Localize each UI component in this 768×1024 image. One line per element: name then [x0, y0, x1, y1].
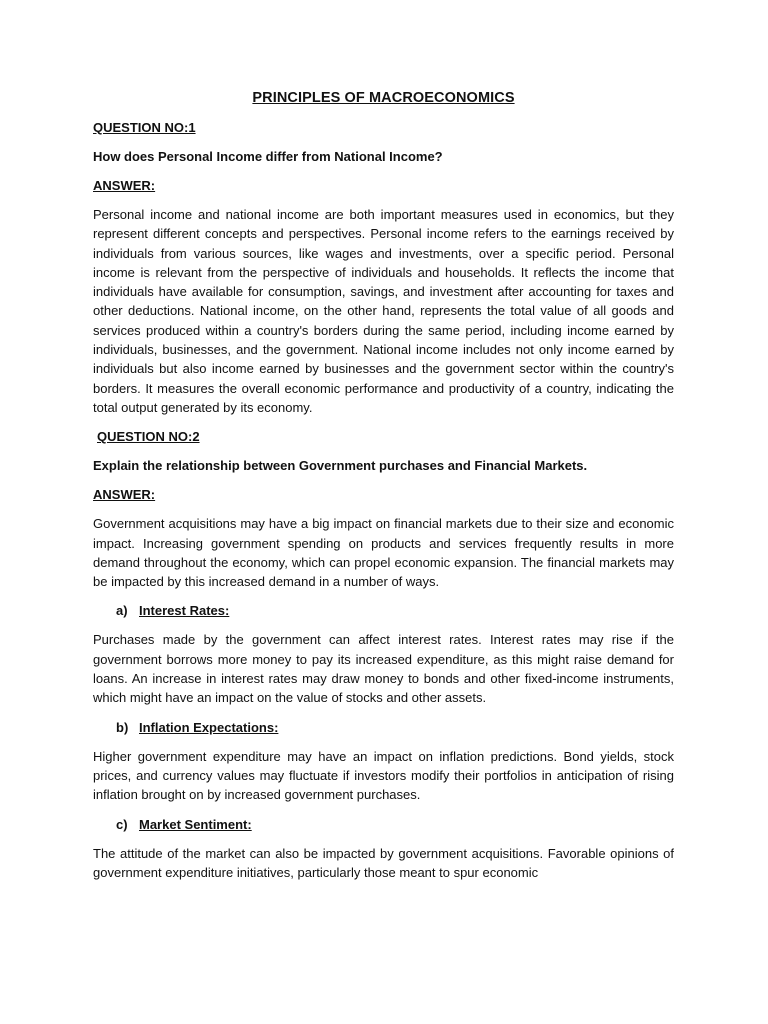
subpoint-b-heading: [93, 718, 674, 737]
subpoint-a-heading: [93, 601, 674, 620]
subpoint-c-title: Market Sentiment:: [139, 816, 252, 832]
answer-1-label: ANSWER:: [93, 178, 156, 193]
answer-2-label: ANSWER:: [93, 487, 156, 503]
subpoint-b-paragraph: Higher government expenditure may have an impact on inflation predictions. Bond yields, stock prices, and currency values may fluctuate if investors modify their portfolios in anticipation of rising inflation brought on by increased government purchases.: [93, 748, 674, 803]
subpoint-b-title: Inflation Expectations:: [139, 719, 279, 735]
subpoint-c-heading: [93, 815, 674, 834]
question-1-label: QUESTION NO:1: [93, 120, 196, 135]
question-2-text: Explain the relationship between Government purchases and Financial Markets.: [93, 458, 588, 474]
document-title: PRINCIPLES OF MACROECONOMICS: [252, 90, 515, 106]
subpoint-a-marker: a): [116, 603, 128, 619]
subpoint-c-paragraph: The attitude of the market can also be impacted by government acquisitions. Favorable opinions of government expenditure initiatives, particularly those meant to spur economic: [93, 845, 674, 880]
subpoint-c-marker: c): [116, 816, 128, 832]
question-1-text: How does Personal Income differ from National Income?: [93, 149, 443, 164]
document-page: [93, 88, 674, 892]
answer-1-paragraph: Personal income and national income are both important measures used in economics, but they represent different concepts and perspectives. Personal income refers to the earnings received by individuals from various sources, like wages and investments, over a specific period. Personal income is relevant from the perspective of individuals and households. It reflects the income that individuals have available for consumption, savings, and investment after accounting for taxes and other deductions. National income, on the other hand, represents the total value of all goods and services produced within a country's borders during the same period, including income earned by individuals, businesses, and the government. National income includes not only income earned by individuals but also income earned by businesses and the government sector within the country's borders. It measures the overall economic performance and productivity of a country, indicating the total output generated by its economy.: [93, 207, 674, 415]
subpoint-b-marker: b): [116, 719, 129, 735]
answer-2-intro: Government acquisitions may have a big impact on financial markets due to their size and economic impact. Increasing government spending on products and services frequently results in more demand throughout the economy, which can propel economic expansion. The financial markets may be impacted by this increased demand in a number of ways.: [93, 516, 674, 590]
subpoint-a-paragraph: Purchases made by the government can affect interest rates. Interest rates may rise if the government borrows more money to pay its increased expenditure, as this might raise demand for loans. An increase in interest rates may draw money to bonds and other fixed-income instruments, which might have an impact on the value of stocks and other assets.: [93, 632, 674, 706]
subpoint-a-title: Interest Rates:: [139, 603, 230, 619]
question-2-label: QUESTION NO:2: [97, 429, 200, 445]
